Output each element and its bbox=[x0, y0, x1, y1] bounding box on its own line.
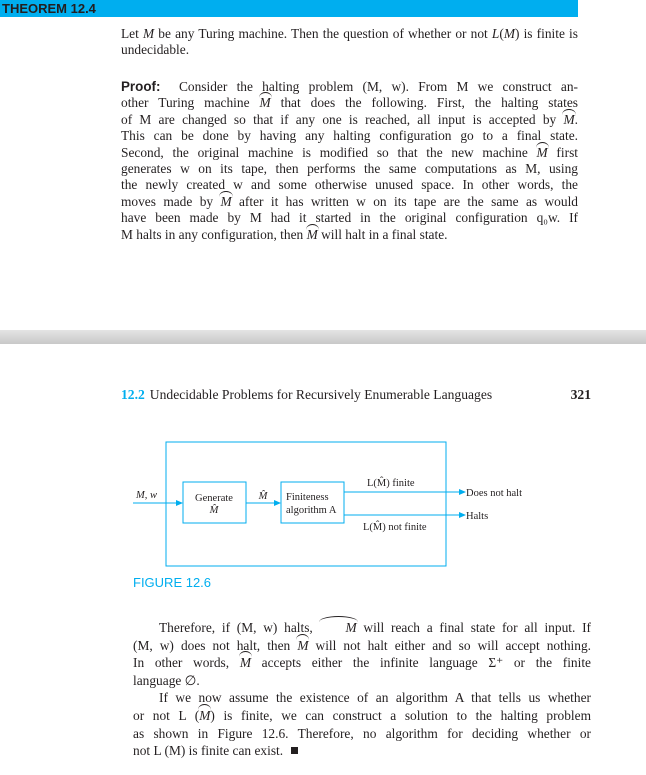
text-run: not L (M) is finite can exist. bbox=[133, 743, 284, 759]
running-header bbox=[121, 386, 591, 404]
text-run: Let bbox=[121, 26, 143, 41]
hat-m: M bbox=[563, 111, 575, 127]
output-not-halt: Does not halt bbox=[466, 488, 522, 499]
hat-m: M bbox=[199, 707, 211, 723]
conclusion-line: language ∅. bbox=[133, 672, 200, 688]
text-run: ) is finite, we can construct a solution to the halting problem bbox=[210, 707, 592, 723]
conclusion-line bbox=[133, 654, 591, 672]
hat-m: M bbox=[259, 95, 271, 111]
conclusion-line bbox=[133, 637, 591, 655]
text-run: that does the following. First, the halting states bbox=[270, 95, 578, 111]
text-run: M halts in any configuration, then bbox=[121, 226, 307, 242]
text-run: ) is finite is undecidable. bbox=[121, 26, 578, 58]
finiteness-label-2: algorithm A bbox=[286, 505, 337, 516]
text-run: of M are changed so that if any one is reached, all input is accepted by bbox=[121, 111, 564, 127]
text-run: In other words, bbox=[133, 655, 240, 671]
math-var: M bbox=[143, 26, 155, 41]
theorem-statement bbox=[121, 26, 578, 59]
proof-line: generates w on its tape, then performs the same computations as M, using bbox=[121, 161, 578, 177]
proof-line bbox=[121, 95, 578, 111]
text-run: (M, w) does not halt, then bbox=[133, 637, 298, 653]
conclusion-line: If we now assume the existence of an algorithm A that tells us whether bbox=[159, 690, 591, 706]
between-label: M̂ bbox=[258, 491, 268, 502]
finiteness-label-1: Finiteness bbox=[286, 492, 329, 503]
proof-line: This can be done by having any halting configuration go to a final state. bbox=[121, 128, 578, 144]
hat-m: M bbox=[220, 193, 232, 209]
math-var: L bbox=[491, 26, 500, 41]
proof-line bbox=[121, 227, 578, 243]
generate-label-2: M̂ bbox=[209, 505, 219, 516]
proof-paragraph bbox=[121, 79, 578, 243]
text-run: will halt in a final state. bbox=[317, 226, 448, 242]
math-var: M bbox=[503, 26, 515, 41]
section-title: Undecidable Problems for Recursively Enumerable Languages bbox=[149, 387, 493, 402]
proof-line bbox=[121, 194, 578, 210]
figure-diagram bbox=[0, 430, 646, 575]
hat-m: M bbox=[297, 637, 309, 653]
outer-box bbox=[166, 442, 446, 566]
text-run: moves made by bbox=[121, 193, 221, 209]
proof-line: have been made by M had it started in the original configuration q₀w. If bbox=[121, 210, 578, 226]
hat-m: M bbox=[239, 655, 251, 671]
output-halts: Halts bbox=[466, 511, 489, 522]
proof-heading: Proof: bbox=[121, 79, 161, 94]
page-number: 321 bbox=[570, 387, 591, 402]
input-label: M, w bbox=[136, 490, 157, 501]
text-run: other Turing machine bbox=[121, 95, 260, 111]
text-run: ( bbox=[499, 26, 504, 41]
conclusion-line bbox=[133, 742, 591, 760]
figure-label: FIGURE 12.6 bbox=[133, 575, 212, 590]
text-run: Consider the halting problem (M, w). From M we construct an- bbox=[178, 79, 578, 94]
conclusion-line bbox=[133, 707, 591, 725]
text-run: be any Turing machine. Then the question of whether or not bbox=[154, 26, 492, 41]
text-run: . bbox=[574, 111, 578, 127]
text-run: will not halt either and so will accept nothing. bbox=[308, 637, 591, 653]
text-run: or not L ( bbox=[133, 707, 200, 723]
theorem-label: THEOREM 12.4 bbox=[2, 1, 96, 16]
hat-m: M bbox=[536, 144, 548, 160]
conclusion-line bbox=[133, 619, 591, 637]
section-number: 12.2 bbox=[121, 387, 145, 402]
proof-line: the newly created w and some otherwise unused space. In other words, the bbox=[121, 177, 578, 193]
conclusion-line: as shown in Figure 12.6. Therefore, no algorithm for deciding whether or bbox=[133, 725, 591, 741]
hat-m: M bbox=[306, 226, 318, 242]
proof-line bbox=[121, 145, 578, 161]
text-run: Therefore, if (M, w) halts, bbox=[159, 620, 320, 635]
not-finite-label: L(M̂) not finite bbox=[363, 522, 427, 533]
generate-label-1: Generate bbox=[195, 493, 233, 504]
conclusion-paragraph bbox=[133, 619, 591, 760]
text-run: will reach a final state for all input. If bbox=[356, 620, 591, 635]
proof-line bbox=[121, 79, 578, 95]
proof-line bbox=[121, 112, 578, 128]
text-run: after it has written w on its tape are the same as would bbox=[231, 193, 578, 209]
hat-m: M bbox=[320, 619, 357, 637]
text-run: accepts either the infinite language Σ⁺ or the finite bbox=[250, 655, 592, 671]
finite-label: L(M̂) finite bbox=[367, 478, 415, 489]
text-run: first bbox=[547, 144, 578, 160]
text-run: Second, the original machine is modified so that the new machine bbox=[121, 144, 537, 160]
page-break bbox=[0, 330, 646, 344]
end-of-proof-icon bbox=[291, 747, 298, 754]
